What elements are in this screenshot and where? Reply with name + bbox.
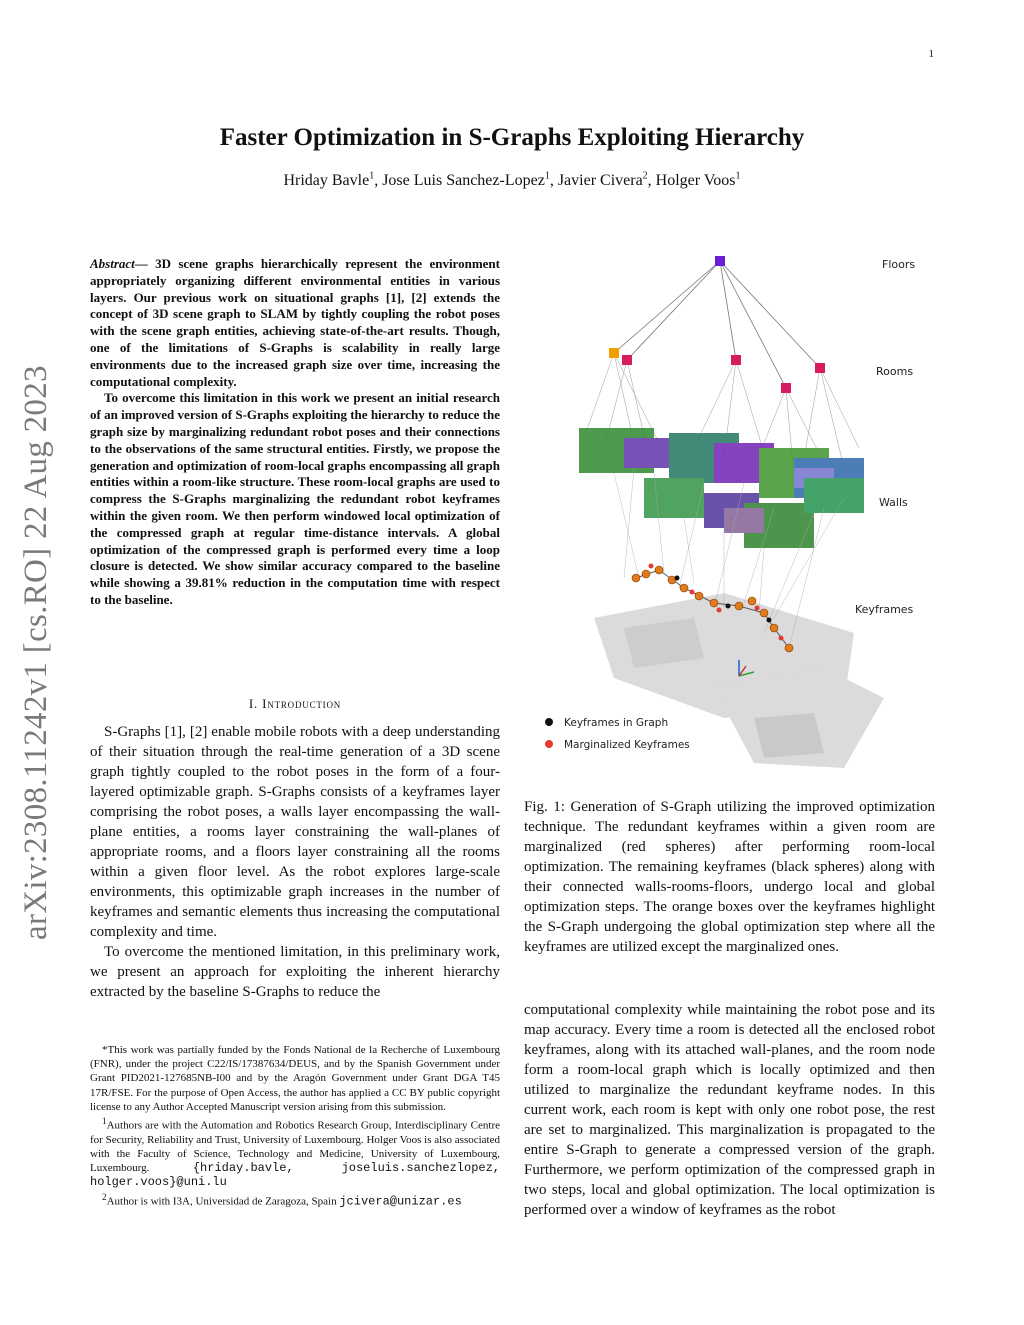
figure-1 — [524, 248, 954, 783]
legend-keyframes-label: Keyframes in Graph — [564, 717, 669, 729]
figure-legend — [545, 717, 690, 751]
layer-label-floors: Floors — [882, 258, 916, 271]
layer-label-rooms: Rooms — [876, 365, 914, 378]
abstract-label: Abstract — [90, 256, 135, 271]
layer-label-keyframes: Keyframes — [855, 603, 914, 616]
floor-node — [715, 256, 725, 266]
section-heading-introduction: I. Introduction — [248, 696, 342, 711]
abstract-paragraph-2: To overcome this limitation in this work we present an initial research of an improved version of S-Graphs exploiting the hierarchy to reduce the graph size by marginalizing redundant robot poses and their connections to the observations of the same structural entities. Firstly, we propose the generation and optimization of room-local graphs encompassing all graph entities within a room-like structure. These room-local graphs are used to compress the S-Graphs marginalizing the redundant robot keyframes within the given room. We then perform windowed local optimization of the compressed graph at regular time-distance intervals. A global optimization of the compressed graph is performed every time a loop closure is detected. We show similar accuracy compared to the baseline while showing a 39.81% reduction in the computation time with respect to the baseline. — [90, 390, 500, 607]
intro-paragraph-2: To overcome the mentioned limitation, in this preliminary work, we present an approach for exploiting the inherent hierarchy extracted by the baseline S-Graphs to reduce the — [90, 944, 500, 1000]
author-1: Hriday Bavle$^1$, — [283, 171, 383, 190]
floor-room-edges — [614, 261, 820, 388]
caption-text: Generation of S-Graph utilizing the improved optimization technique. The redundant keyframes within a given room are marginalized (red spheres) after performing room-local optimization. The remaining keyframes (black spheres) along with their connected walls-rooms-floors, undergo local and global optimization steps. The orange boxes over the keyframes highlight the S-Graph undergoing the global optimization step where all the keyframes are utilized except the marginalized ones. — [524, 799, 935, 955]
footnote-2: $^2$Author is with I3A, Universidad de Zaragoza, Spain jcivera@unizar.es — [102, 1191, 462, 1209]
footnotes — [90, 1043, 500, 1209]
abstract-paragraph-1: Abstract— 3D scene graphs hierarchically represent the environment appropriately organizing different environmental entities in various layers. Our previous work on situational graphs [1], [2] extends the concept of 3D scene graph to SLAM by tightly coupling the robot poses with the scene graph entities, achieving state-of-the-art results. Though, one of the limitations of S-Graphs is scalability in really large environments due to the increased graph size over time, increasing the computational complexity. — [90, 256, 500, 389]
legend-marginalized-marker — [545, 740, 553, 748]
author-3: Javier Civera$^2$, — [557, 171, 656, 190]
footnote-funding: *This work was partially funded by the Fonds National de la Recherche of Luxembourg (FNR), under the project C22/IS/17387634/DEUS, and by the Spanish Government under Grant PID2021-127685NB-I00 and by the Aragón Government under Grant DGA T45 17R/FSE. For the purpose of Open Access, the author has applied a CC BY public copyright license to any Author Accepted Manuscript version arising from this submission. — [90, 1044, 500, 1113]
footnote-2-email[interactable]: jcivera@unizar.es — [339, 1194, 462, 1209]
rooms-layer — [609, 348, 825, 393]
footnote-1: $^1$Authors are with the Automation and Robotics Research Group, Interdisciplinary Centre for Security, Reliability and Trust, University of Luxembourg. Holger Voos is also associated with the Faculty of Science, Technology and Medicine, University of Luxembourg, Luxembourg. {hriday.bavle, joseluis.sanchezlopez, holger.voos}@uni.lu — [90, 1116, 500, 1190]
footnote-1-emails[interactable]: {hriday.bavle, joseluis.sanchezlopez, holger.voos}@uni.lu — [90, 1161, 500, 1190]
arxiv-stamp[interactable]: arXiv:2308.11242v1 [cs.RO] 22 Aug 2023 — [18, 365, 54, 940]
introduction-body — [90, 722, 500, 1002]
author-2: Jose Luis Sanchez-Lopez$^1$, — [382, 171, 558, 190]
layer-label-walls: Walls — [879, 496, 908, 509]
abstract — [90, 256, 500, 609]
legend-marginalized-label: Marginalized Keyframes — [564, 739, 690, 751]
caption-label: Fig. 1: — [524, 799, 565, 815]
author-list — [0, 171, 1024, 190]
page-number: 1 — [928, 48, 934, 60]
figure-1-caption — [524, 797, 935, 957]
right-column-body: computational complexity while maintaining the robot pose and its map accuracy. Every time a room is detected all the enclosed robot keyframes, along with its attached wall-planes, and the room node form a room-local graph which is locally optimized and then utilized to marginalize the redundant keyframe nodes. In this current work, each room is kept with only one robot pose, the rest are set to marginalized. This marginalization is propagated to the entire S-Graph to generate a compressed version of the graph. Furthermore, we perform optimization of the compressed graph in two steps, local and global optimization. The local optimization is performed over a window of keyframes as the robot — [524, 1002, 935, 1218]
author-4: Holger Voos$^1$ — [655, 171, 741, 190]
intro-paragraph-1: S-Graphs [1], [2] enable mobile robots with a deep understanding of their situation through the real-time generation of a 3D scene graph tightly coupled to the robot poses in the form of a four-layered optimizable graph. S-Graphs consists of a keyframes layer comprising the robot poses, a walls layer encompassing the wall-plane entities, a rooms layer constraining the wall-planes of appropriate rooms, and a floors layer constraining all the rooms within a given floor level. As the robot explores large-scale environments, this optimizable graph increases in the number of keyframes and semantic elements thus increasing the computational complexity and time. — [90, 724, 500, 940]
walls-layer — [579, 428, 864, 548]
scene-graph-figure — [524, 248, 954, 783]
legend-keyframes-marker — [545, 718, 553, 726]
paper-title: Faster Optimization in S-Graphs Exploiting Hierarchy — [219, 124, 805, 151]
